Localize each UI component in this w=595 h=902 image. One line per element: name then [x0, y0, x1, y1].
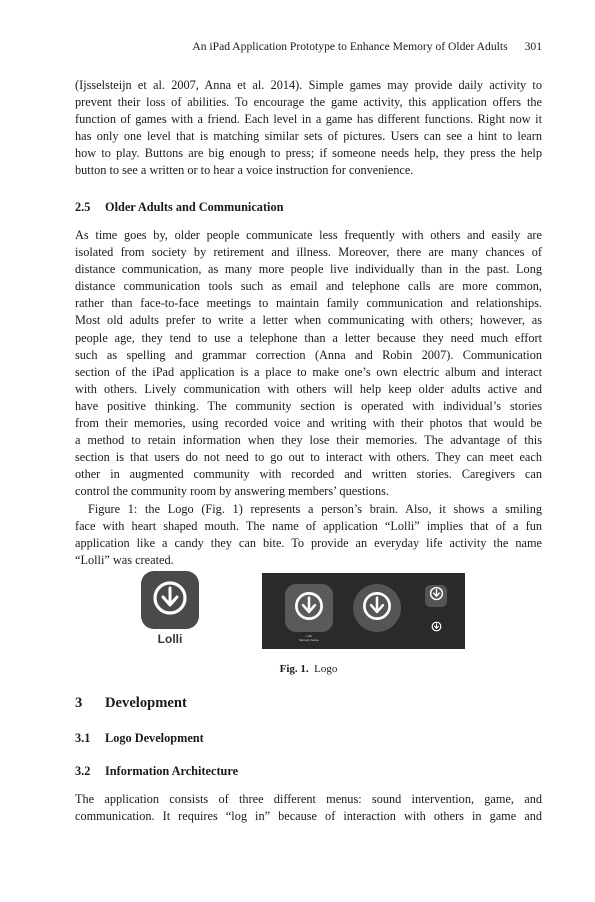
caption-text: Logo	[314, 663, 338, 675]
text-line: “Lolli” was created.	[75, 552, 174, 567]
text-line: control the community room by answering members’ questions.	[75, 484, 389, 499]
app-icon-circle	[353, 584, 401, 632]
text-line: have positive thinking. The community section is operated with individual’s stories	[75, 398, 542, 413]
app-icon-rounded-square	[285, 584, 333, 632]
tiny-caption	[293, 634, 325, 642]
section-number: 3.2	[75, 764, 91, 778]
text-line: isolated from society by retirement and illness. Moreover, there are many chances of	[75, 245, 542, 260]
section-heading-3	[75, 695, 187, 712]
text-line: communication. It requires “log in” because of interaction with others in game and	[75, 809, 542, 824]
section-title: Development	[105, 695, 187, 711]
text-line: how to play. Buttons are big enough to press; if someone needs help, they press the help	[75, 146, 542, 161]
text-line: prevent their loss of abilities. To encourage the game activity, this application offers the	[75, 95, 542, 110]
section-title: Information Architecture	[105, 764, 239, 778]
tiny-caption-line: Memory Game	[299, 638, 319, 642]
text-line: function of games with a friend. Each level in a game has different functions. Right now it	[75, 112, 542, 127]
text-line: rather than face-to-face meetings to maintain family communication and relationships.	[75, 296, 542, 311]
text-line: such as spelling and grammar correction (Anna and Robin 2007). Communication	[75, 347, 542, 362]
lolli-logo-icon	[431, 619, 442, 637]
page-number: 301	[524, 40, 542, 53]
text-line: application like a candy they can bite. To provide an everyday life activity the name	[75, 535, 542, 550]
section-heading-3-2	[75, 764, 238, 779]
lolli-logo-icon	[361, 590, 393, 627]
text-line: from their memories, using recorded voice and writing with their photos that would be	[75, 416, 542, 431]
icon-variants-panel	[262, 573, 465, 649]
running-title: An iPad Application Prototype to Enhance Memory of Older Adults	[192, 40, 508, 53]
text-line: with others. Lively communication with others will help keep older adults active and	[75, 381, 542, 396]
section-heading-2-5	[75, 200, 283, 215]
app-icon-tiny	[428, 620, 444, 636]
caption-label: Fig. 1.	[279, 663, 309, 675]
text-line: a method to retain information when they lose their memories. The advantage of this	[75, 433, 542, 448]
section-number: 2.5	[75, 200, 91, 214]
app-icon-small	[425, 585, 447, 607]
text-line: face with heart shaped mouth. The name of application “Lolli” implies that of a fun	[75, 518, 542, 533]
text-line: section of the iPad application is a place to make one’s own electric album and interact	[75, 364, 542, 379]
text-line: other in augmented community with recorded and written stories. Caregivers can	[75, 467, 542, 482]
section-number: 3.1	[75, 731, 91, 745]
text-line: button to see a written or to hear a voice instruction for convenience.	[75, 163, 414, 178]
lolli-logo-icon	[293, 590, 325, 627]
section-title: Older Adults and Communication	[105, 200, 284, 214]
text-line: distance communication, as many more people live individually than in the past. Long	[75, 262, 542, 277]
tiny-caption-line: Lolli	[306, 634, 312, 638]
text-line: distance communication tools such as email and telephone calls are more common,	[75, 279, 542, 294]
lolli-logo-icon	[429, 586, 444, 606]
paragraph-architecture	[75, 791, 542, 825]
text-line: Figure 1: the Logo (Fig. 1) represents a person’s brain. Also, it shows a smiling	[88, 501, 542, 516]
text-line: (Ijsselsteijn et al. 2007, Anna et al. 2014). Simple games may provide daily activity to	[75, 78, 542, 92]
figure-caption	[75, 663, 542, 675]
text-line: section is that users do not need to go out to interact with others. They can meet each	[75, 450, 542, 465]
section-title: Logo Development	[105, 731, 204, 745]
text-line: has only one level that is matching similar sets of pictures. Users can see a hint to learn	[75, 129, 542, 144]
text-line: The application consists of three different menus: sound intervention, game, and	[75, 792, 542, 806]
lolli-logo-icon	[151, 579, 189, 622]
section-number: 3	[75, 695, 83, 711]
app-name-label: Lolli	[157, 632, 183, 646]
app-icon-tile	[141, 571, 199, 629]
running-head	[75, 40, 542, 53]
text-line: As time goes by, older people communicate less frequently with others and easily are	[75, 228, 542, 242]
paragraph-intro	[75, 77, 542, 180]
figure-logo	[75, 568, 542, 653]
paragraph-communication	[75, 227, 542, 569]
text-line: people age, they tend to use a telephone than a letter because they need much effort	[75, 330, 542, 345]
text-line: Most old adults prefer to write a letter when communicating with others; however, as	[75, 313, 542, 328]
section-heading-3-1	[75, 731, 204, 746]
